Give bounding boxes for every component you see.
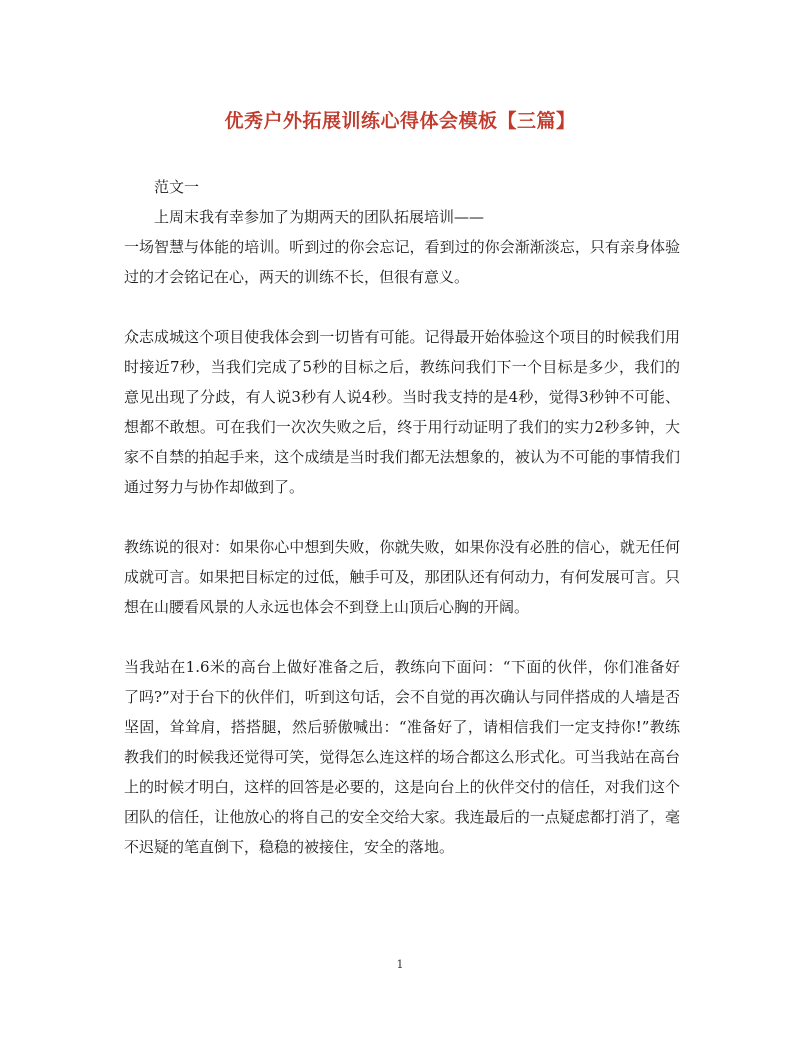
paragraph-zhongzhi: 众志成城这个项目使我体会到一切皆有可能。记得最开始体验这个项目的时候我们用时接近7秒，当我们完成了5秒的目标之后，教练问我们下一个目标是多少，我们的意见出现了分歧，有人说3秒有人说4秒。当时我支持的是4秒，觉得3秒钟不可能、想都不敢想。可在我们一次次失败之后，终于用行动证明了我们的实力2秒多钟，大家不自禁的拍起手来，这个成绩是当时我们都无法想象的，被认为不可能的事情我们通过努力与协作却做到了。 (124, 328, 680, 496)
paragraph-coach: 教练说的很对：如果你心中想到失败，你就失败，如果你没有必胜的信心，就无任何成就可言。如果把目标定的过低，触手可及，那团队还有何动力，有何发展可言。只想在山腰看风景的人永远也体会不到登上山顶后心胸的开阔。 (124, 538, 680, 616)
page-number: 1 (396, 958, 404, 971)
document-body (124, 172, 680, 862)
section-label: 范文一 (154, 178, 200, 196)
paragraph-intro-1: 上周末我有幸参加了为期两天的团队拓展培训—— (154, 208, 485, 226)
document-title: 优秀户外拓展训练心得体会模板【三篇】 (224, 110, 576, 132)
paragraph-intro-2: 一场智慧与体能的培训。听到过的你会忘记，看到过的你会渐渐淡忘，只有亲身体验过的才会铭记在心，两天的训练不长，但很有意义。 (124, 238, 680, 286)
paragraph-trust-fall: 当我站在1.6米的高台上做好准备之后，教练向下面问：“下面的伙伴，你们准备好了吗?”对于台下的伙伴们，听到这句话，会不自觉的再次确认与同伴搭成的人墙是否坚固，耸耸肩，搭搭腿，然后骄傲喊出：“准备好了，请相信我们一定支持你!”教练教我们的时候我还觉得可笑，觉得怎么连这样的场合都这么形式化。可当我站在高台上的时候才明白，这样的回答是必要的，这是向台上的伙伴交付的信任，对我们这个团队的信任，让他放心的将自己的安全交给大家。我连最后的一点疑虑都打消了，毫不迟疑的笔直倒下，稳稳的被接住，安全的落地。 (124, 658, 680, 856)
